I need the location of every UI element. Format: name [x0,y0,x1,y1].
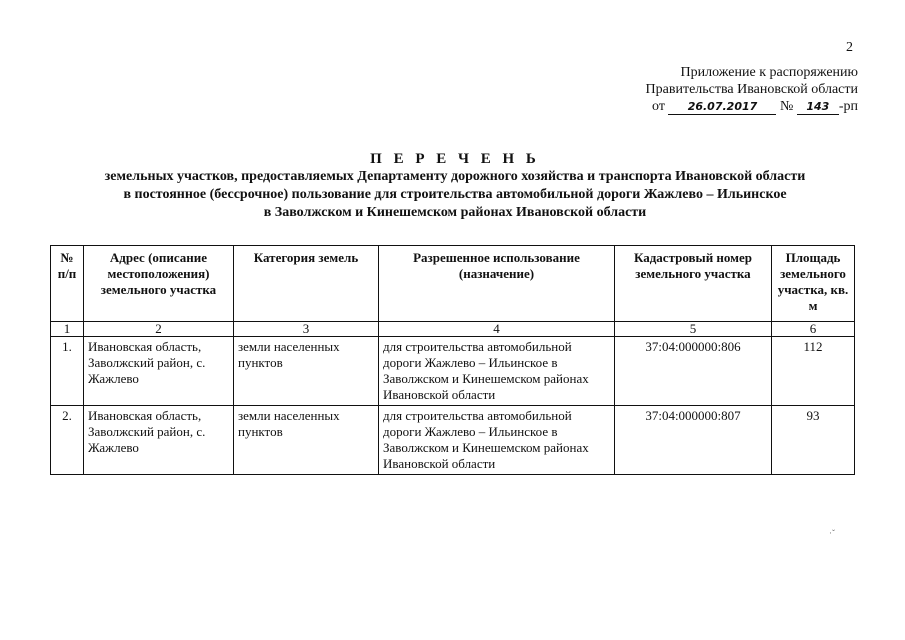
row-cadastral: 37:04:000000:807 [615,406,772,475]
column-numbers-row [51,322,855,337]
appendix-line-3 [646,98,858,115]
column-number: 3 [234,322,379,337]
header-address: Адрес (описание местоположения) земельного участка [84,246,234,322]
header-cadastral: Кадастровый номер земельного участка [615,246,772,322]
table-row [51,337,855,406]
header-category: Категория земель [234,246,379,322]
handwritten-number: 143 [797,100,839,115]
row-category: земли населенных пунктов [234,337,379,406]
scan-mark: ·ˇ [829,528,835,538]
row-category: земли населенных пунктов [234,406,379,475]
table-row [51,406,855,475]
page-number: 2 [846,40,853,55]
row-number: 1. [51,337,84,406]
column-number: 2 [84,322,234,337]
row-usage: для строительства автомобильной дороги Жажлево – Ильинское в Заволжском и Кинешемском районах Ивановской области [379,406,615,475]
row-area: 112 [772,337,855,406]
row-cadastral: 37:04:000000:806 [615,337,772,406]
document-title [70,150,840,222]
column-number: 5 [615,322,772,337]
appendix-from-label: от [652,99,665,114]
title-line-2: в постоянное (бессрочное) пользование для строительства автомобильной дороги Жажлево – Ильинское [123,187,787,202]
land-plots-table [50,245,855,475]
appendix-line-2: Правительства Ивановской области [645,82,858,97]
table-header-row [51,246,855,322]
appendix-header [646,64,858,115]
header-usage: Разрешенное использование (назначение) [379,246,615,322]
column-number: 6 [772,322,855,337]
title-heading: П Е Р Е Ч Е Н Ь [370,151,540,167]
appendix-number-label: № [779,99,794,114]
appendix-suffix: -рп [838,99,858,114]
header-number: № п/п [51,246,84,322]
handwritten-date: 26.07.2017 [668,100,776,115]
row-usage: для строительства автомобильной дороги Жажлево – Ильинское в Заволжском и Кинешемском районах Ивановской области [379,337,615,406]
column-number: 4 [379,322,615,337]
header-area: Площадь земельного участка, кв. м [772,246,855,322]
row-address: Ивановская область, Заволжский район, с. Жажлево [84,406,234,475]
title-line-3: в Заволжском и Кинешемском районах Ивановской области [263,205,647,220]
row-number: 2. [51,406,84,475]
row-address: Ивановская область, Заволжский район, с. Жажлево [84,337,234,406]
row-area: 93 [772,406,855,475]
column-number: 1 [51,322,84,337]
title-line-1: земельных участков, предоставляемых Департаменту дорожного хозяйства и транспорта Ивановской области [104,169,806,184]
appendix-line-1: Приложение к распоряжению [680,65,858,80]
